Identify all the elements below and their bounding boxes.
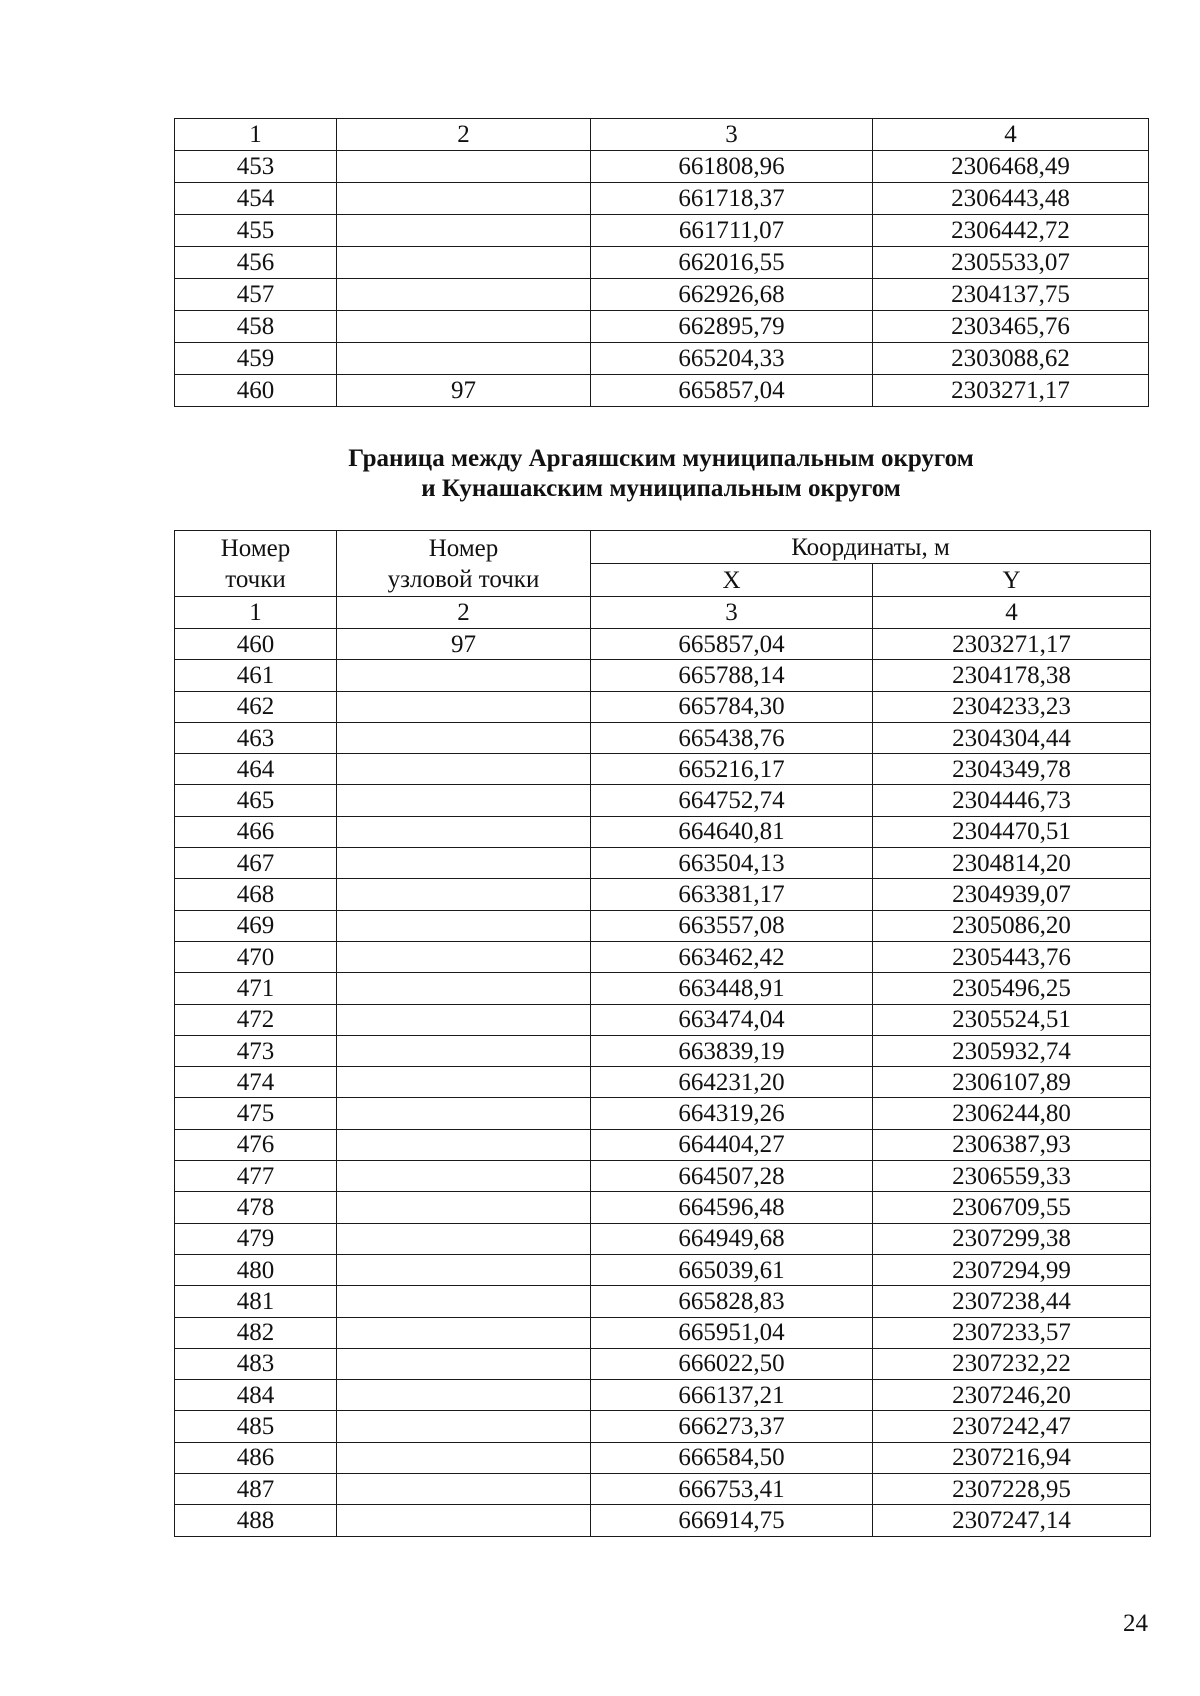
x-coordinate-cell: 661718,37 xyxy=(591,183,873,215)
point-number-cell: 462 xyxy=(175,691,337,722)
node-number-cell xyxy=(337,910,591,941)
node-number-cell xyxy=(337,848,591,879)
point-number-cell: 468 xyxy=(175,879,337,910)
node-number-cell xyxy=(337,1067,591,1098)
x-coordinate-cell: 666022,50 xyxy=(591,1348,873,1379)
point-number-cell: 480 xyxy=(175,1254,337,1285)
y-coordinate-cell: 2307247,14 xyxy=(873,1505,1151,1536)
column-number-cell: 3 xyxy=(591,119,873,151)
point-number-cell: 487 xyxy=(175,1474,337,1505)
column-number-cell: 1 xyxy=(175,597,337,629)
y-coordinate-cell: 2307216,94 xyxy=(873,1442,1151,1473)
table-row xyxy=(175,247,1149,279)
x-coordinate-cell: 664231,20 xyxy=(591,1067,873,1098)
y-coordinate-cell: 2305086,20 xyxy=(873,910,1151,941)
table-row xyxy=(175,1474,1151,1505)
y-coordinate-cell: 2305524,51 xyxy=(873,1004,1151,1035)
y-coordinate-cell: 2304939,07 xyxy=(873,879,1151,910)
y-coordinate-cell: 2304446,73 xyxy=(873,785,1151,816)
point-number-cell: 484 xyxy=(175,1380,337,1411)
node-number-cell xyxy=(337,1161,591,1192)
table-row xyxy=(175,1442,1151,1473)
table-row xyxy=(175,816,1151,847)
point-number-cell: 454 xyxy=(175,183,337,215)
table-row xyxy=(175,1223,1151,1254)
x-coordinate-cell: 664404,27 xyxy=(591,1129,873,1160)
y-header: Y xyxy=(873,564,1151,597)
table-row xyxy=(175,343,1149,375)
node-number-cell xyxy=(337,183,591,215)
table-header xyxy=(175,531,1151,629)
y-coordinate-cell: 2304233,23 xyxy=(873,691,1151,722)
point-number-cell: 461 xyxy=(175,660,337,691)
node-number-cell xyxy=(337,1411,591,1442)
y-coordinate-cell: 2307242,47 xyxy=(873,1411,1151,1442)
x-coordinate-cell: 664640,81 xyxy=(591,816,873,847)
table-row xyxy=(175,1505,1151,1536)
y-coordinate-cell: 2304137,75 xyxy=(873,279,1149,311)
y-coordinate-cell: 2303465,76 xyxy=(873,311,1149,343)
node-number-cell xyxy=(337,1129,591,1160)
point-number-header: Номер точки xyxy=(175,531,337,597)
point-number-cell: 463 xyxy=(175,722,337,753)
column-number-row xyxy=(175,119,1149,151)
table-row xyxy=(175,151,1149,183)
node-number-cell xyxy=(337,311,591,343)
y-coordinate-cell: 2303271,17 xyxy=(873,375,1149,407)
x-coordinate-cell: 665788,14 xyxy=(591,660,873,691)
x-coordinate-cell: 665216,17 xyxy=(591,754,873,785)
y-coordinate-cell: 2307233,57 xyxy=(873,1317,1151,1348)
y-coordinate-cell: 2304304,44 xyxy=(873,722,1151,753)
y-coordinate-cell: 2306244,80 xyxy=(873,1098,1151,1129)
point-number-cell: 477 xyxy=(175,1161,337,1192)
x-coordinate-cell: 663839,19 xyxy=(591,1035,873,1066)
table-row xyxy=(175,1067,1151,1098)
point-number-cell: 453 xyxy=(175,151,337,183)
node-number-cell xyxy=(337,691,591,722)
boundary-coordinates-table xyxy=(174,530,1151,1537)
point-number-cell: 467 xyxy=(175,848,337,879)
point-number-cell: 488 xyxy=(175,1505,337,1536)
point-number-cell: 470 xyxy=(175,941,337,972)
column-number-cell: 4 xyxy=(873,119,1149,151)
y-coordinate-cell: 2306709,55 xyxy=(873,1192,1151,1223)
node-number-cell xyxy=(337,816,591,847)
node-number-cell: 97 xyxy=(337,375,591,407)
continuation-coordinates-table xyxy=(174,118,1149,407)
y-coordinate-cell: 2305932,74 xyxy=(873,1035,1151,1066)
point-number-cell: 455 xyxy=(175,215,337,247)
point-number-cell: 458 xyxy=(175,311,337,343)
table-row xyxy=(175,722,1151,753)
column-number-cell: 3 xyxy=(591,597,873,629)
section-title-line-2: и Кунашакским муниципальным округом xyxy=(421,475,901,502)
x-coordinate-cell: 666914,75 xyxy=(591,1505,873,1536)
node-number-cell xyxy=(337,1035,591,1066)
node-number-cell xyxy=(337,1004,591,1035)
y-coordinate-cell: 2306107,89 xyxy=(873,1067,1151,1098)
table-body xyxy=(175,629,1151,1537)
table-row xyxy=(175,1004,1151,1035)
point-number-cell: 481 xyxy=(175,1286,337,1317)
x-coordinate-cell: 664596,48 xyxy=(591,1192,873,1223)
x-coordinate-cell: 663557,08 xyxy=(591,910,873,941)
node-number-cell xyxy=(337,343,591,375)
point-number-cell: 465 xyxy=(175,785,337,816)
point-number-cell: 474 xyxy=(175,1067,337,1098)
x-coordinate-cell: 661808,96 xyxy=(591,151,873,183)
x-coordinate-cell: 666584,50 xyxy=(591,1442,873,1473)
node-number-cell xyxy=(337,1192,591,1223)
section-title xyxy=(174,444,1148,504)
y-coordinate-cell: 2307299,38 xyxy=(873,1223,1151,1254)
point-number-cell: 472 xyxy=(175,1004,337,1035)
x-coordinate-cell: 665438,76 xyxy=(591,722,873,753)
node-number-cell xyxy=(337,973,591,1004)
point-number-cell: 486 xyxy=(175,1442,337,1473)
x-coordinate-cell: 665857,04 xyxy=(591,375,873,407)
continuation-table-body xyxy=(175,119,1149,407)
y-coordinate-cell: 2306442,72 xyxy=(873,215,1149,247)
node-number-cell xyxy=(337,279,591,311)
x-header: X xyxy=(591,564,873,597)
column-number-cell: 2 xyxy=(337,119,591,151)
x-coordinate-cell: 664752,74 xyxy=(591,785,873,816)
x-coordinate-cell: 665857,04 xyxy=(591,629,873,660)
node-number-header: Номер узловой точки xyxy=(337,531,591,597)
y-coordinate-cell: 2305443,76 xyxy=(873,941,1151,972)
point-number-cell: 460 xyxy=(175,375,337,407)
x-coordinate-cell: 666273,37 xyxy=(591,1411,873,1442)
y-coordinate-cell: 2306468,49 xyxy=(873,151,1149,183)
table-row xyxy=(175,1161,1151,1192)
table-row xyxy=(175,375,1149,407)
table-row xyxy=(175,1286,1151,1317)
node-number-cell xyxy=(337,722,591,753)
table-row xyxy=(175,183,1149,215)
y-coordinate-cell: 2307232,22 xyxy=(873,1348,1151,1379)
node-number-cell xyxy=(337,151,591,183)
node-number-cell xyxy=(337,660,591,691)
table-row xyxy=(175,785,1151,816)
table-row xyxy=(175,1098,1151,1129)
table-row xyxy=(175,879,1151,910)
point-number-cell: 483 xyxy=(175,1348,337,1379)
node-number-cell xyxy=(337,1286,591,1317)
point-number-cell: 460 xyxy=(175,629,337,660)
node-number-cell xyxy=(337,1474,591,1505)
y-coordinate-cell: 2306559,33 xyxy=(873,1161,1151,1192)
point-number-cell: 469 xyxy=(175,910,337,941)
node-number-cell xyxy=(337,215,591,247)
x-coordinate-cell: 665951,04 xyxy=(591,1317,873,1348)
table-row xyxy=(175,941,1151,972)
table-row xyxy=(175,973,1151,1004)
table-row xyxy=(175,1348,1151,1379)
x-coordinate-cell: 665828,83 xyxy=(591,1286,873,1317)
node-number-cell: 97 xyxy=(337,629,591,660)
table-row xyxy=(175,1035,1151,1066)
table-row xyxy=(175,1254,1151,1285)
node-number-cell xyxy=(337,785,591,816)
y-coordinate-cell: 2304470,51 xyxy=(873,816,1151,847)
point-number-cell: 456 xyxy=(175,247,337,279)
table-row xyxy=(175,1380,1151,1411)
coordinates-header: Координаты, м xyxy=(591,531,1151,564)
x-coordinate-cell: 663448,91 xyxy=(591,973,873,1004)
node-number-cell xyxy=(337,1380,591,1411)
x-coordinate-cell: 665204,33 xyxy=(591,343,873,375)
x-coordinate-cell: 663504,13 xyxy=(591,848,873,879)
point-number-cell: 482 xyxy=(175,1317,337,1348)
node-number-cell xyxy=(337,879,591,910)
x-coordinate-cell: 661711,07 xyxy=(591,215,873,247)
y-coordinate-cell: 2304814,20 xyxy=(873,848,1151,879)
y-coordinate-cell: 2304349,78 xyxy=(873,754,1151,785)
x-coordinate-cell: 664319,26 xyxy=(591,1098,873,1129)
y-coordinate-cell: 2306443,48 xyxy=(873,183,1149,215)
table-row xyxy=(175,1129,1151,1160)
x-coordinate-cell: 663474,04 xyxy=(591,1004,873,1035)
table-row xyxy=(175,215,1149,247)
point-number-cell: 475 xyxy=(175,1098,337,1129)
column-number-cell: 2 xyxy=(337,597,591,629)
table-row xyxy=(175,629,1151,660)
y-coordinate-cell: 2305496,25 xyxy=(873,973,1151,1004)
point-number-cell: 485 xyxy=(175,1411,337,1442)
table-row xyxy=(175,311,1149,343)
column-number-cell: 1 xyxy=(175,119,337,151)
x-coordinate-cell: 665039,61 xyxy=(591,1254,873,1285)
column-number-cell: 4 xyxy=(873,597,1151,629)
x-coordinate-cell: 666753,41 xyxy=(591,1474,873,1505)
point-number-cell: 471 xyxy=(175,973,337,1004)
y-coordinate-cell: 2303271,17 xyxy=(873,629,1151,660)
x-coordinate-cell: 665784,30 xyxy=(591,691,873,722)
y-coordinate-cell: 2305533,07 xyxy=(873,247,1149,279)
node-number-cell xyxy=(337,941,591,972)
header-row-1 xyxy=(175,531,1151,564)
x-coordinate-cell: 664507,28 xyxy=(591,1161,873,1192)
x-coordinate-cell: 666137,21 xyxy=(591,1380,873,1411)
node-number-cell xyxy=(337,1442,591,1473)
x-coordinate-cell: 662016,55 xyxy=(591,247,873,279)
point-number-cell: 466 xyxy=(175,816,337,847)
node-number-cell xyxy=(337,1317,591,1348)
y-coordinate-cell: 2307228,95 xyxy=(873,1474,1151,1505)
node-number-cell xyxy=(337,1098,591,1129)
point-number-cell: 478 xyxy=(175,1192,337,1223)
table-row xyxy=(175,1317,1151,1348)
x-coordinate-cell: 662926,68 xyxy=(591,279,873,311)
node-number-cell xyxy=(337,754,591,785)
node-number-cell xyxy=(337,247,591,279)
y-coordinate-cell: 2307238,44 xyxy=(873,1286,1151,1317)
table-row xyxy=(175,848,1151,879)
x-coordinate-cell: 662895,79 xyxy=(591,311,873,343)
point-number-cell: 464 xyxy=(175,754,337,785)
point-number-cell: 457 xyxy=(175,279,337,311)
y-coordinate-cell: 2307246,20 xyxy=(873,1380,1151,1411)
page-number: 24 xyxy=(1123,1610,1148,1637)
x-coordinate-cell: 664949,68 xyxy=(591,1223,873,1254)
point-number-cell: 479 xyxy=(175,1223,337,1254)
point-number-cell: 459 xyxy=(175,343,337,375)
node-number-cell xyxy=(337,1348,591,1379)
node-number-cell xyxy=(337,1505,591,1536)
x-coordinate-cell: 663381,17 xyxy=(591,879,873,910)
table-row xyxy=(175,691,1151,722)
table-row xyxy=(175,660,1151,691)
node-number-cell xyxy=(337,1254,591,1285)
table-row xyxy=(175,910,1151,941)
x-coordinate-cell: 663462,42 xyxy=(591,941,873,972)
y-coordinate-cell: 2307294,99 xyxy=(873,1254,1151,1285)
section-title-line-1: Граница между Аргаяшским муниципальным округом xyxy=(348,445,974,472)
node-number-cell xyxy=(337,1223,591,1254)
y-coordinate-cell: 2306387,93 xyxy=(873,1129,1151,1160)
point-number-cell: 476 xyxy=(175,1129,337,1160)
column-number-row xyxy=(175,597,1151,629)
y-coordinate-cell: 2304178,38 xyxy=(873,660,1151,691)
table-row xyxy=(175,1192,1151,1223)
table-row xyxy=(175,279,1149,311)
table-row xyxy=(175,1411,1151,1442)
point-number-cell: 473 xyxy=(175,1035,337,1066)
table-row xyxy=(175,754,1151,785)
y-coordinate-cell: 2303088,62 xyxy=(873,343,1149,375)
